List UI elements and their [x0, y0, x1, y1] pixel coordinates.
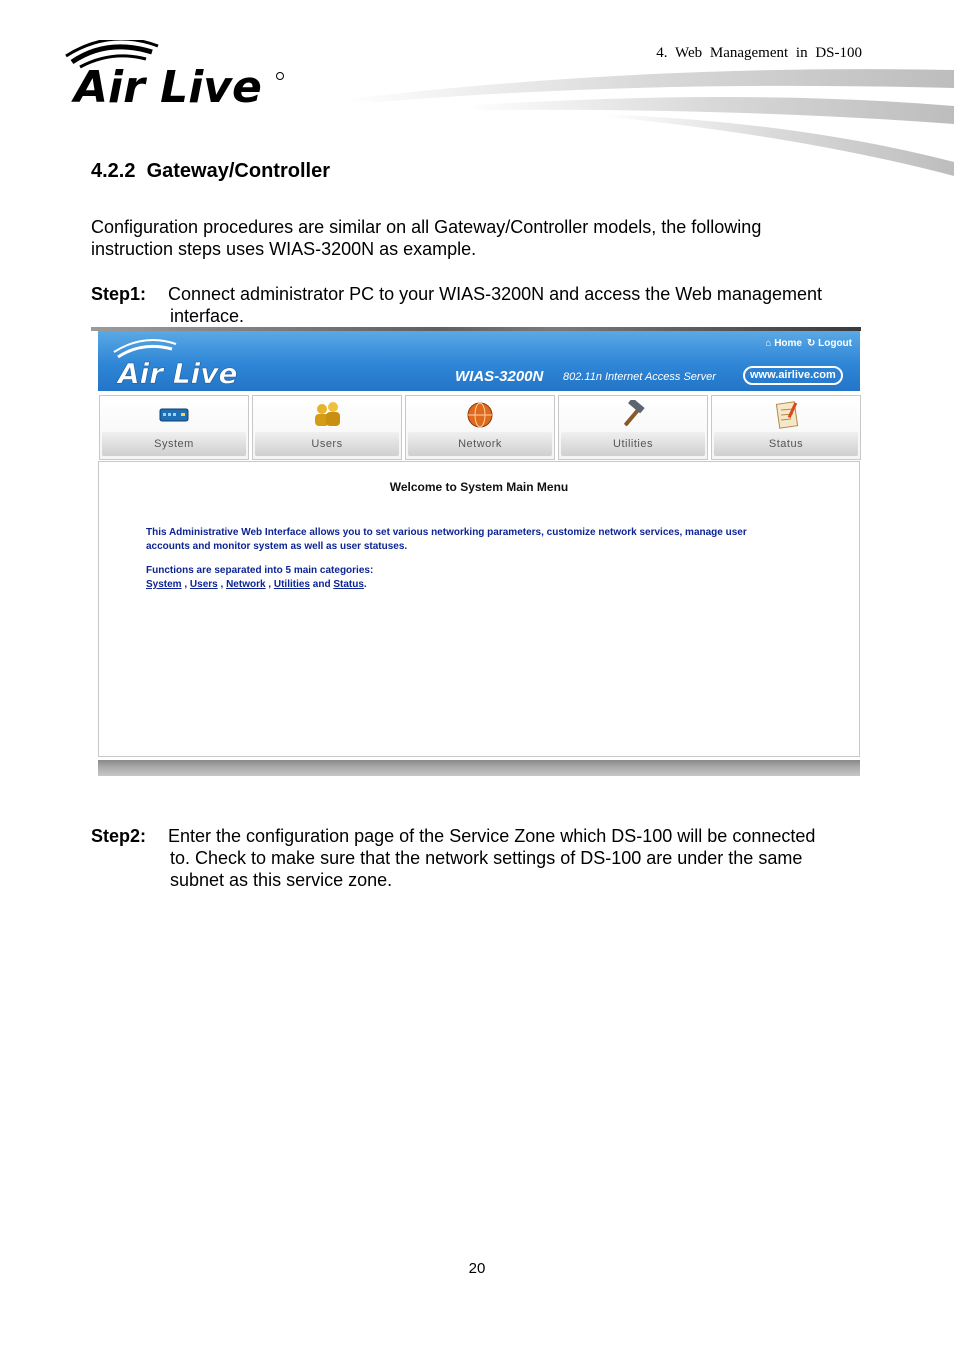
step-label: Step2:	[91, 826, 147, 846]
banner-logo	[110, 337, 270, 389]
logout-link[interactable]	[807, 338, 852, 349]
section-title: 4.2.2 Gateway/Controller	[91, 160, 330, 182]
website-link[interactable]: www.airlive.com	[743, 366, 843, 385]
link-system[interactable]: System	[146, 579, 182, 590]
users-icon	[310, 400, 344, 430]
step-2	[91, 825, 871, 891]
hammer-icon	[616, 400, 650, 430]
separator: and	[310, 579, 334, 590]
functions-intro: Functions are separated into 5 main categories:	[146, 565, 374, 576]
logout-icon: ↻	[806, 338, 816, 349]
server-icon	[157, 400, 191, 430]
intro-line: Configuration procedures are similar on all Gateway/Controller models, the following	[91, 217, 762, 237]
tab-status[interactable]	[711, 395, 861, 460]
step-label: Step1:	[91, 284, 147, 304]
description-line: This Administrative Web Interface allows you to set various networking parameters, customize network services, manage user	[146, 527, 747, 538]
period: .	[363, 579, 367, 590]
separator: ,	[217, 579, 227, 590]
screenshot-banner	[98, 331, 860, 391]
step-text: Connect administrator PC to your WIAS-3200N and access the Web management	[168, 284, 822, 304]
category-links	[146, 578, 836, 592]
airlive-logo	[62, 40, 292, 110]
tab-system[interactable]	[99, 395, 249, 460]
functions-text	[146, 564, 836, 592]
globe-icon	[463, 400, 497, 430]
page-number: 20	[468, 1260, 486, 1277]
svg-text:Air Live: Air Live	[74, 62, 262, 110]
tab-label: Utilities	[561, 432, 705, 456]
home-icon: ⌂	[765, 338, 772, 349]
step-text: subnet as this service zone.	[170, 870, 393, 890]
tab-label: System	[102, 432, 246, 456]
description-line: accounts and monitor system as well as user statuses.	[146, 541, 408, 552]
chapter-heading: 4. Web Management in DS-100	[656, 45, 862, 61]
logout-label: Logout	[818, 338, 852, 349]
model-name: WIAS-3200N	[455, 368, 544, 385]
step-text: to. Check to make sure that the network settings of DS-100 are under the same	[170, 848, 803, 868]
home-link[interactable]	[765, 338, 802, 349]
web-ui-screenshot	[91, 327, 861, 777]
tab-label: Users	[255, 432, 399, 456]
content-panel	[98, 461, 860, 757]
tab-label: Status	[714, 432, 858, 456]
model-description: 802.11n Internet Access Server	[563, 371, 716, 383]
step-1	[91, 283, 871, 327]
notepad-icon	[769, 400, 803, 430]
tab-label: Network	[408, 432, 552, 456]
separator: ,	[265, 579, 274, 590]
screenshot-footer-bar	[98, 760, 860, 776]
tab-users[interactable]	[252, 395, 402, 460]
tab-network[interactable]	[405, 395, 555, 460]
intro-line: instruction steps uses WIAS-3200N as example.	[91, 239, 477, 259]
home-label: Home	[774, 338, 802, 349]
separator: ,	[181, 579, 190, 590]
link-users[interactable]: Users	[189, 579, 218, 590]
step-text: Enter the configuration page of the Service Zone which DS-100 will be connected	[168, 826, 816, 846]
tab-utilities[interactable]	[558, 395, 708, 460]
header-swoosh	[340, 62, 954, 182]
link-utilities[interactable]: Utilities	[273, 579, 310, 590]
welcome-heading: Welcome to System Main Menu	[389, 480, 569, 494]
description-text	[146, 526, 836, 554]
step-text: interface.	[170, 306, 245, 326]
link-network[interactable]: Network	[226, 579, 266, 590]
link-status[interactable]: Status	[333, 579, 364, 590]
svg-text:Air Live: Air Live	[118, 357, 238, 389]
intro-paragraph	[91, 216, 861, 260]
